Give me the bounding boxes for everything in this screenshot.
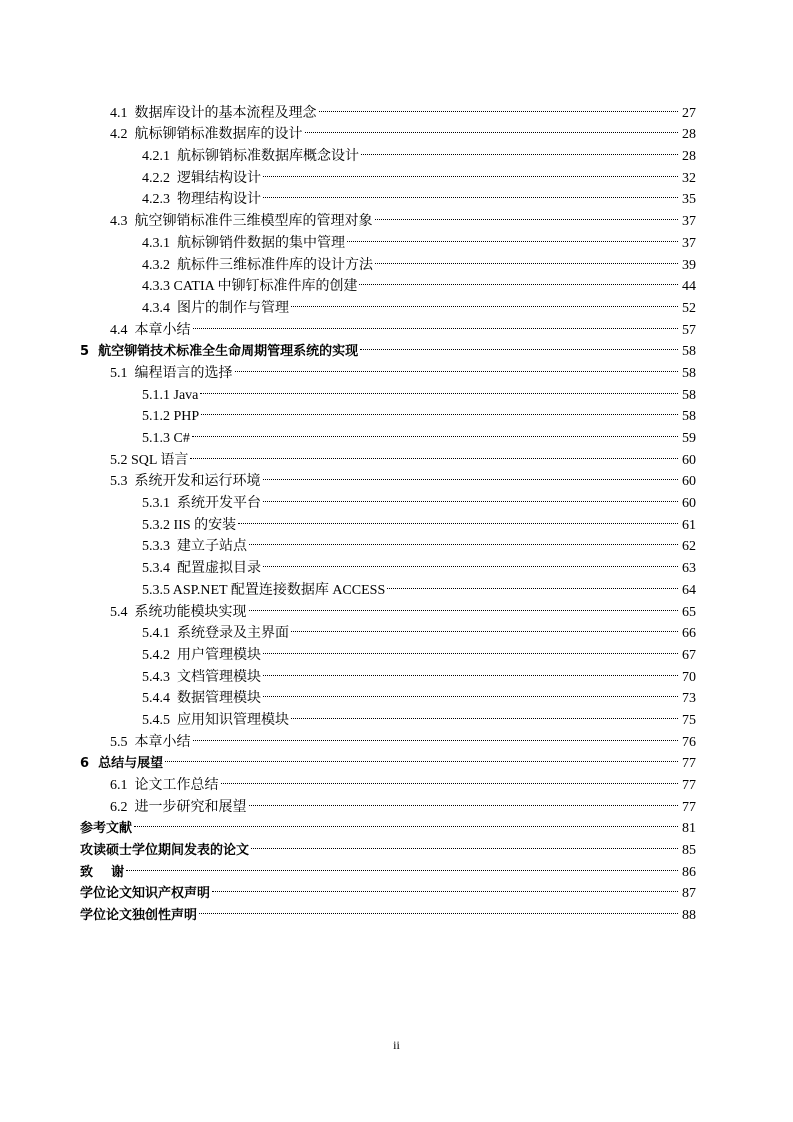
toc-entry-title: 6.2 进一步研究和展望 [110, 799, 247, 815]
toc-entry-page: 86 [682, 864, 696, 880]
toc-entry-page: 64 [682, 582, 696, 598]
toc-entry-page: 28 [682, 127, 696, 143]
dot-leader [263, 659, 678, 681]
toc-entry[interactable] [80, 811, 696, 837]
toc-entry-title: 5.1.2 PHP [142, 409, 200, 425]
toc-entry-page: 60 [682, 452, 696, 468]
dot-leader [235, 355, 679, 377]
toc-entry-page: 28 [682, 149, 696, 165]
toc-entry-title: 5.1.3 C# [142, 431, 190, 446]
dot-leader [251, 832, 678, 854]
dot-leader [361, 138, 678, 160]
toc-entry-page: 60 [682, 496, 696, 512]
toc-entry-title: 5.4 系统功能模块实现 [110, 604, 247, 620]
toc-entry-title: 5.2 SQL 语言 [110, 452, 189, 468]
toc-entry-title: 5.4.1 系统登录及主界面 [142, 626, 289, 642]
dot-leader [375, 247, 678, 269]
dot-leader [193, 312, 679, 334]
toc-entry-title: 5.4.3 文档管理模块 [142, 669, 261, 685]
toc-entry-title: 5.4.2 用户管理模块 [142, 647, 261, 663]
toc-entry-title: 4.2.1 航标铆销标准数据库概念设计 [142, 149, 359, 165]
dot-leader [263, 681, 678, 703]
dot-leader [201, 399, 678, 421]
toc-entry-page: 58 [682, 365, 696, 381]
toc-entry[interactable] [80, 767, 696, 793]
toc-entry-title: 5.3.2 IIS 的安装 [142, 517, 237, 533]
toc-entry-page: 58 [682, 409, 696, 425]
toc-entry-page: 37 [682, 235, 696, 251]
dot-leader [291, 702, 678, 724]
dot-leader [305, 117, 679, 139]
dot-leader [126, 854, 678, 876]
dot-leader [212, 876, 678, 898]
toc-entry-page: 67 [682, 647, 696, 663]
toc-entry-page: 81 [682, 821, 696, 837]
toc-entry-page: 32 [682, 170, 696, 186]
dot-leader [200, 377, 678, 399]
toc-entry-title: 4.3.2 航标件三维标准件库的设计方法 [142, 257, 373, 273]
toc-entry-page: 63 [682, 561, 696, 577]
toc-entry[interactable] [80, 854, 696, 880]
dot-leader [221, 767, 679, 789]
toc-entry-page: 77 [682, 799, 696, 815]
toc-entry-title: 5.4.4 数据管理模块 [142, 691, 261, 707]
toc-entry-title: 4.3 航空铆销标准件三维模型库的管理对象 [110, 214, 373, 230]
table-of-contents [80, 95, 696, 924]
toc-entry-page: 39 [682, 257, 696, 273]
dot-leader [193, 724, 679, 746]
dot-leader [192, 420, 678, 442]
toc-entry-title: 5.5 本章小结 [110, 734, 191, 750]
dot-leader [134, 811, 678, 833]
toc-entry-title: 5 航空铆销技术标准全生命周期管理系统的实现 [80, 344, 359, 360]
toc-entry-title: 5.1 编程语言的选择 [110, 365, 233, 381]
dot-leader [263, 637, 678, 659]
toc-entry-page: 58 [682, 387, 696, 403]
toc-entry-title: 5.3 系统开发和运行环境 [110, 474, 261, 490]
toc-entry-title: 4.2.3 物理结构设计 [142, 192, 261, 208]
toc-entry-page: 58 [682, 344, 696, 360]
dot-leader [190, 442, 678, 464]
toc-entry-page: 27 [682, 105, 696, 121]
toc-entry-title: 参考文献 [80, 821, 133, 837]
toc-entry-title: 5.4.5 应用知识管理模块 [142, 712, 289, 728]
dot-leader [249, 789, 679, 811]
dot-leader [375, 203, 679, 225]
toc-entry-page: 44 [682, 279, 696, 295]
toc-entry-title: 学位论文知识产权声明 [80, 886, 211, 902]
toc-entry-page: 52 [682, 300, 696, 316]
dot-leader [291, 290, 678, 312]
toc-entry-page: 70 [682, 669, 696, 685]
toc-entry-title: 4.2.2 逻辑结构设计 [142, 170, 261, 186]
toc-entry-page: 65 [682, 604, 696, 620]
toc-entry-title: 致 谢 [80, 864, 125, 880]
toc-entry-title: 6.1 论文工作总结 [110, 778, 219, 793]
dot-leader [359, 269, 678, 291]
toc-entry-page: 75 [682, 712, 696, 728]
toc-entry-page: 66 [682, 626, 696, 642]
toc-entry-title: 5.3.5 ASP.NET 配置连接数据库 ACCESS [142, 582, 386, 598]
toc-entry-title: 4.3.3 CATIA 中铆钉标准件库的创建 [142, 279, 358, 295]
dot-leader [263, 464, 679, 486]
toc-entry-page: 77 [682, 756, 696, 772]
dot-leader [238, 507, 678, 529]
toc-entry-page: 88 [682, 908, 696, 924]
toc-entry-page: 61 [682, 517, 696, 533]
toc-entry-page: 37 [682, 214, 696, 230]
toc-entry-page: 57 [682, 322, 696, 338]
toc-entry[interactable] [80, 95, 696, 121]
toc-entry[interactable] [80, 746, 696, 772]
dot-leader [249, 594, 679, 616]
toc-entry-title: 攻读硕士学位期间发表的论文 [80, 843, 250, 859]
dot-leader [263, 485, 678, 507]
toc-entry-page: 87 [682, 886, 696, 902]
dot-leader [360, 334, 678, 356]
dot-leader [319, 95, 679, 117]
dot-leader [263, 550, 678, 572]
toc-entry-title: 4.4 本章小结 [110, 322, 191, 338]
toc-entry-title: 4.1 数据库设计的基本流程及理念 [110, 105, 317, 121]
toc-entry-page: 35 [682, 192, 696, 208]
toc-entry-page: 60 [682, 474, 696, 490]
toc-entry-page: 76 [682, 734, 696, 750]
toc-entry-title: 6 总结与展望 [80, 756, 164, 772]
toc-entry-page: 59 [682, 431, 696, 446]
page-number: ii [393, 1038, 400, 1052]
toc-entry-title: 学位论文独创性声明 [80, 908, 198, 924]
dot-leader [165, 746, 678, 768]
dot-leader [347, 225, 678, 247]
dot-leader [199, 897, 678, 919]
toc-entry-page: 62 [682, 539, 696, 555]
toc-entry-title: 4.2 航标铆销标准数据库的设计 [110, 127, 303, 143]
dot-leader [291, 616, 678, 638]
toc-entry[interactable] [80, 832, 696, 859]
toc-entry-title: 5.3.4 配置虚拟目录 [142, 561, 261, 577]
toc-entry-page: 85 [682, 843, 696, 859]
toc-entry-page: 73 [682, 691, 696, 707]
toc-entry[interactable] [80, 876, 696, 902]
dot-leader [249, 529, 678, 551]
dot-leader [263, 160, 678, 182]
dot-leader [387, 572, 678, 594]
toc-entry-title: 4.3.4 图片的制作与管理 [142, 300, 289, 316]
dot-leader [263, 182, 678, 204]
toc-entry-title: 5.1.1 Java [142, 387, 199, 403]
toc-entry-title: 5.3.1 系统开发平台 [142, 496, 261, 512]
toc-entry-title: 5.3.3 建立子站点 [142, 539, 247, 555]
toc-entry-title: 4.3.1 航标铆销件数据的集中管理 [142, 235, 345, 251]
toc-entry-page: 77 [682, 778, 696, 793]
